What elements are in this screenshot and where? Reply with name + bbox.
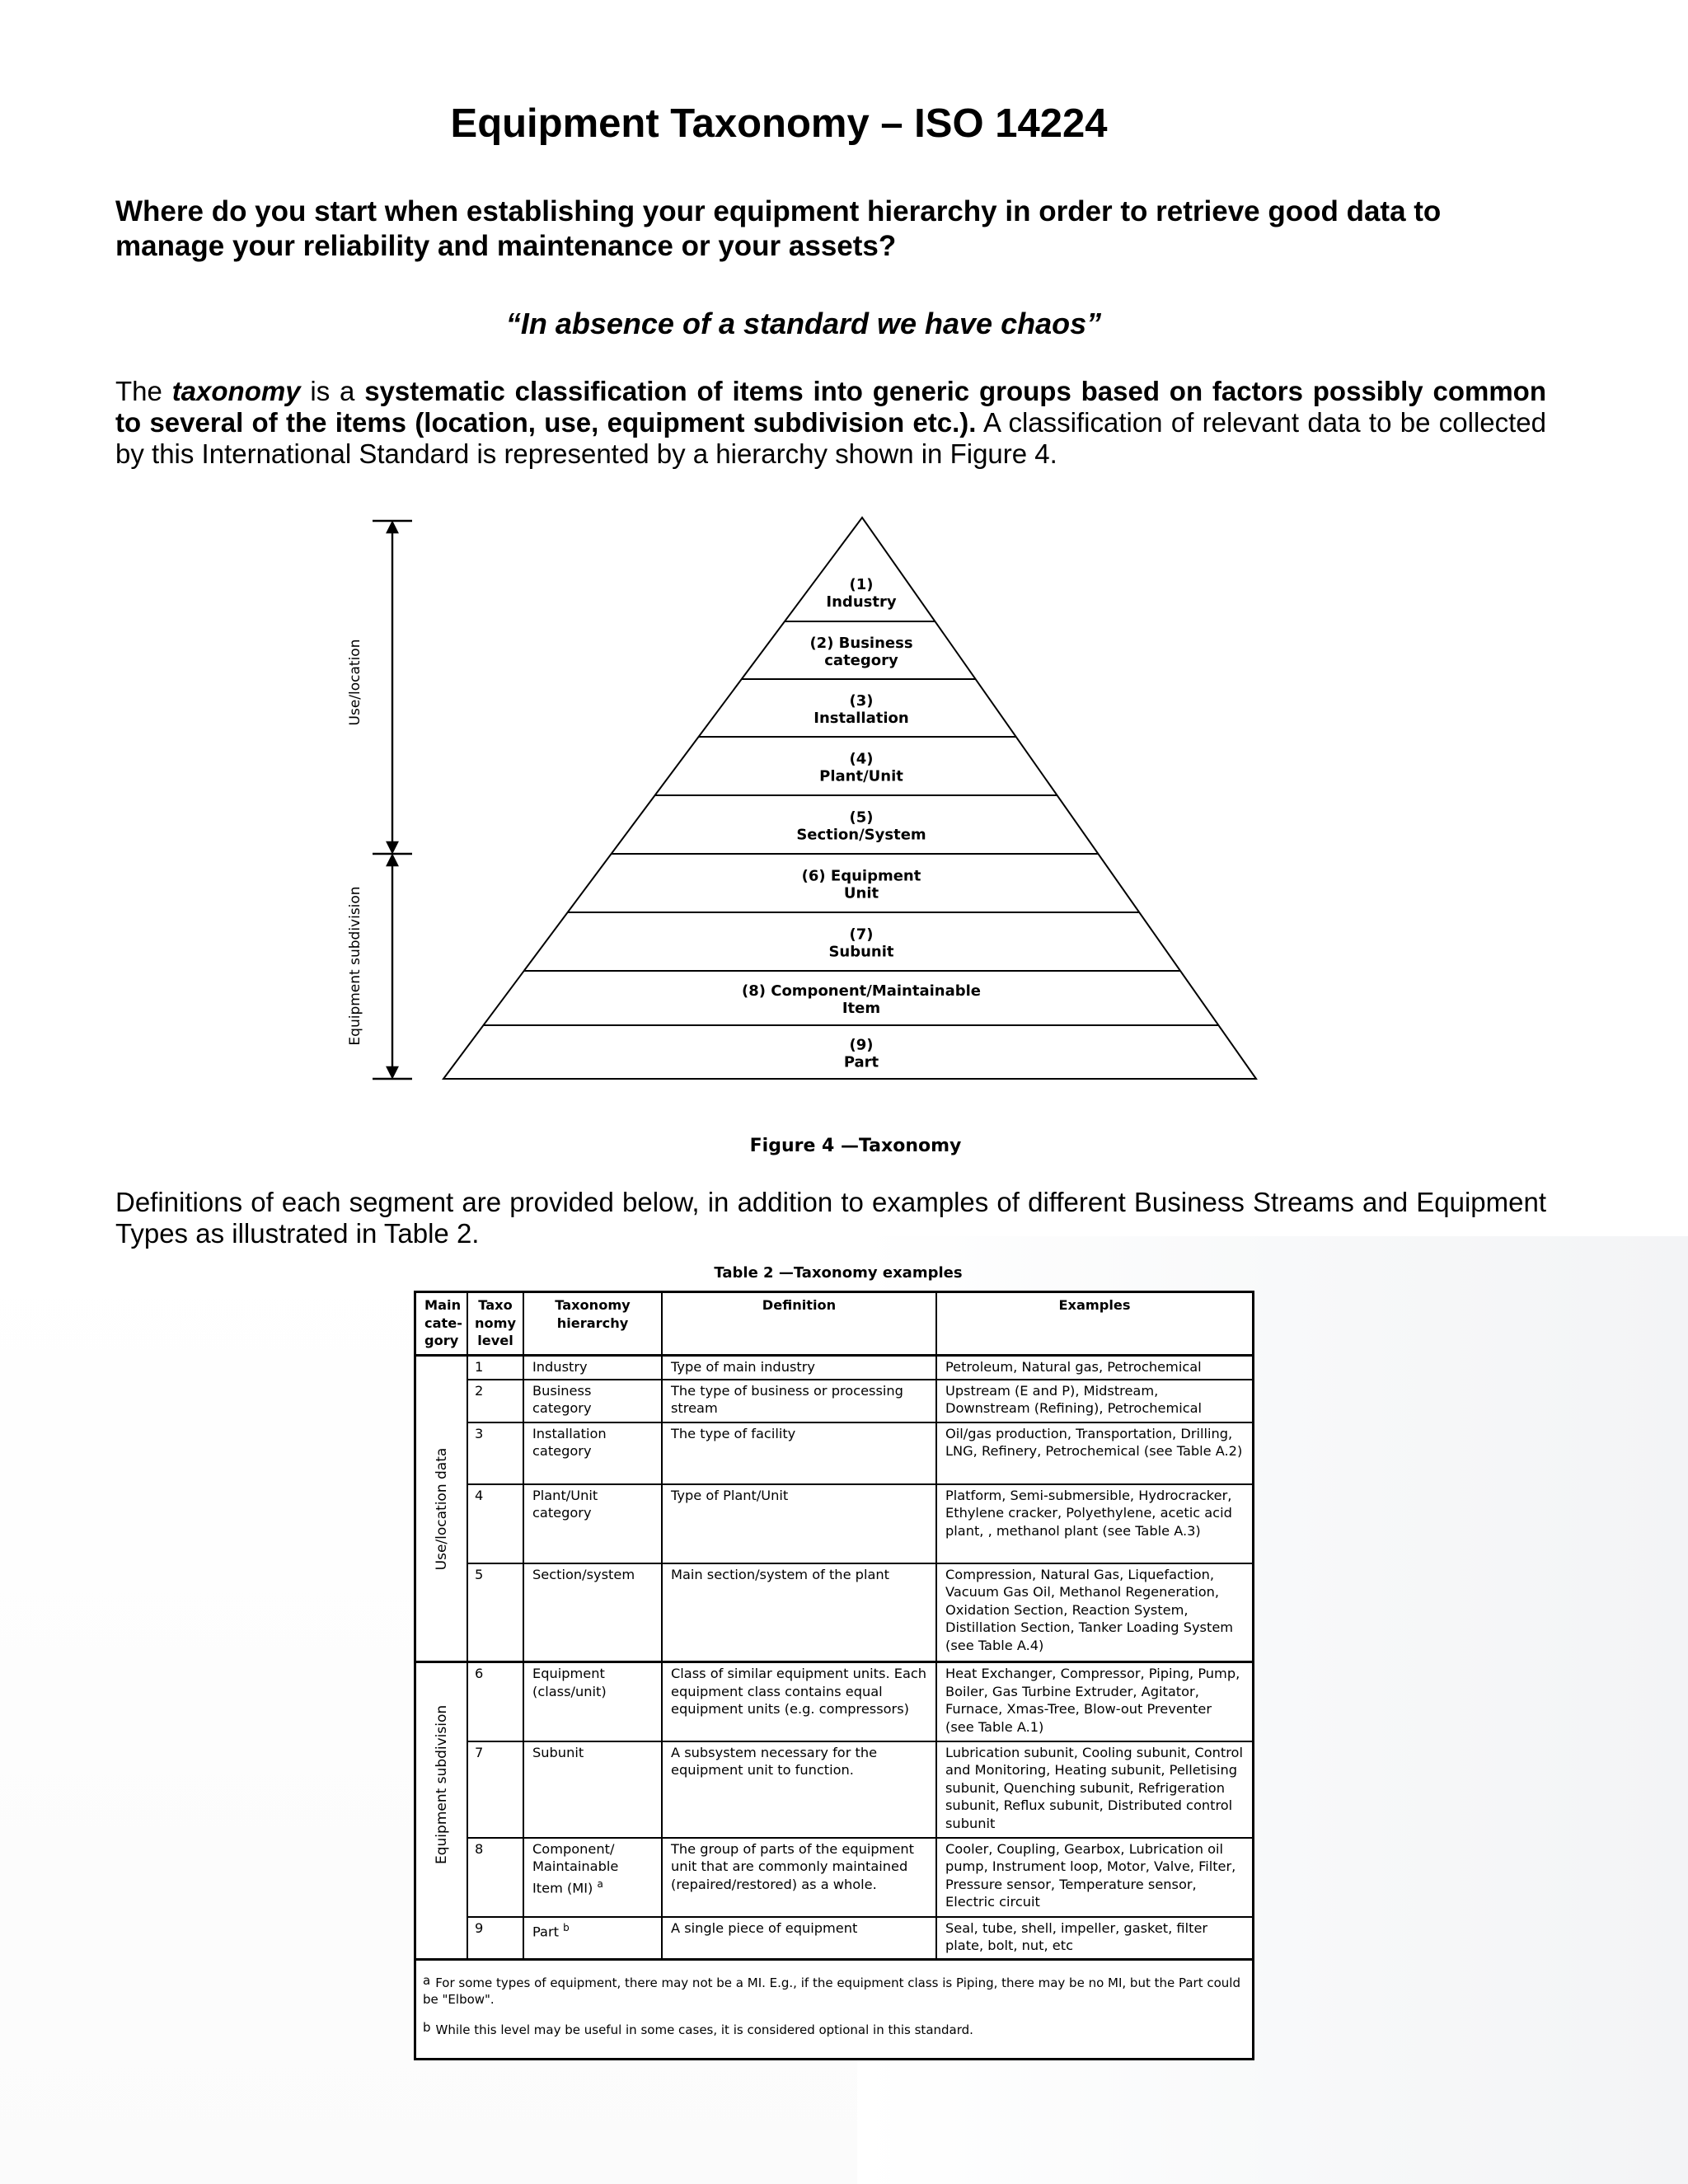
header-level: Taxo nomy level xyxy=(467,1293,523,1356)
definition-cell: Class of similar equipment units. Each equipment class contains equal equipment units (e.g. compressors) xyxy=(662,1662,936,1741)
level-cell: 7 xyxy=(467,1741,523,1838)
definitions-paragraph: Definitions of each segment are provided below, in addition to examples of different Business Streams and Equipment Types as illustrated in Table 2. xyxy=(115,1187,1546,1249)
arrow-head-mid-down xyxy=(387,855,397,865)
table-row xyxy=(416,1380,1252,1422)
examples-cell: Seal, tube, shell, impeller, gasket, filter plate, bolt, nut, etc xyxy=(936,1917,1252,1960)
table-row xyxy=(416,1917,1252,1960)
intro-text-2: is a xyxy=(300,376,365,406)
table-row xyxy=(416,1563,1252,1662)
axis-label-use-location: Use/location xyxy=(347,639,363,726)
definition-cell: The type of facility xyxy=(662,1422,936,1484)
examples-cell: Petroleum, Natural gas, Petrochemical xyxy=(936,1356,1252,1380)
page-title: Equipment Taxonomy – ISO 14224 xyxy=(450,101,1108,146)
level-cell: 5 xyxy=(467,1563,523,1662)
pyramid-level-label: (6) Equipment xyxy=(801,867,921,885)
note-text: While this level may be useful in some cases, it is considered optional in this standard. xyxy=(435,2022,973,2037)
hierarchy-text: Part xyxy=(532,1923,559,1939)
lead-question: Where do you start when establishing your equipment hierarchy in order to retrieve good data to manage your reliability and maintenance or your assets? xyxy=(115,195,1442,262)
pyramid-level-label: (4) xyxy=(849,750,874,768)
hierarchy-cell xyxy=(523,1917,662,1960)
pyramid-level-label: (5) xyxy=(849,808,874,827)
intro-text-1: The xyxy=(115,376,172,406)
hierarchy-text: Component/ Maintainable Item (MI) xyxy=(532,1840,619,1896)
examples-cell: Oil/gas production, Transportation, Drilling, LNG, Refinery, Petrochemical (see Table A.2) xyxy=(936,1422,1252,1484)
hierarchy-cell: Business category xyxy=(523,1380,662,1422)
taxonomy-pyramid-figure xyxy=(330,504,1286,1090)
table-row xyxy=(416,1484,1252,1563)
hierarchy-cell: Installation category xyxy=(523,1422,662,1484)
pyramid-level-label: (7) xyxy=(849,926,874,944)
group-label-use-location: Use/location data xyxy=(433,1447,450,1570)
header-definition: Definition xyxy=(662,1293,936,1356)
table-caption: Table 2 —Taxonomy examples xyxy=(714,1264,963,1282)
table-row xyxy=(416,1422,1252,1484)
hierarchy-cell: Equipment (class/unit) xyxy=(523,1662,662,1741)
definition-cell: Main section/system of the plant xyxy=(662,1563,936,1662)
level-cell: 6 xyxy=(467,1662,523,1741)
note-text: For some types of equipment, there may not be a MI. E.g., if the equipment class is Piping, there may be no MI, but the Part could be "Elbow". xyxy=(423,1975,1240,2007)
examples-cell: Cooler, Coupling, Gearbox, Lubrication oil pump, Instrument loop, Motor, Valve, Filter, Pressure sensor, Temperature sensor, Electric circuit xyxy=(936,1838,1252,1917)
footnote-mark: b xyxy=(563,1921,570,1933)
hierarchy-cell: Plant/Unit category xyxy=(523,1484,662,1563)
pyramid-level-label: (8) Component/Maintainable xyxy=(741,982,982,1000)
pyramid-level-label: (9) xyxy=(849,1036,874,1054)
level-cell: 8 xyxy=(467,1838,523,1917)
definition-cell: The type of business or processing stream xyxy=(662,1380,936,1422)
pyramid-level-label: Plant/Unit xyxy=(819,767,903,785)
header-examples: Examples xyxy=(936,1293,1252,1356)
level-cell: 4 xyxy=(467,1484,523,1563)
examples-cell: Compression, Natural Gas, Liquefaction, Vacuum Gas Oil, Methanol Regeneration, Oxidation Section, Reaction System, Distillation Section, Tanker Loading System (see Table A.4) xyxy=(936,1563,1252,1662)
arrow-head-top xyxy=(387,523,397,532)
pyramid-level-label: (1) xyxy=(849,576,874,593)
pyramid-level-label: Item xyxy=(842,1000,881,1017)
hierarchy-cell: Industry xyxy=(523,1356,662,1380)
note-mark: a xyxy=(423,1973,431,1988)
side-axis xyxy=(373,521,412,1079)
pyramid-level-label: Section/System xyxy=(796,826,926,844)
table-note xyxy=(423,1972,1245,2008)
group-label-equipment-subdivision-text: Equipment subdivision xyxy=(433,1704,450,1864)
taxonomy-table xyxy=(414,1291,1254,2060)
examples-cell: Platform, Semi-submersible, Hydrocracker, Ethylene cracker, Polyethylene, acetic acid plant, , methanol plant (see Table A.3) xyxy=(936,1484,1252,1563)
figure-caption: Figure 4 —Taxonomy xyxy=(749,1136,962,1156)
table-header-row xyxy=(416,1293,1252,1356)
definition-cell: Type of Plant/Unit xyxy=(662,1484,936,1563)
definition-cell: The group of parts of the equipment unit that are commonly maintained (repaired/restored) as a whole. xyxy=(662,1838,936,1917)
pyramid-level-label: Part xyxy=(843,1053,879,1071)
definition-cell: A subsystem necessary for the equipment unit to function. xyxy=(662,1741,936,1838)
table-notes xyxy=(416,1961,1252,2038)
intro-term: taxonomy xyxy=(171,376,301,406)
group-use-location xyxy=(416,1356,467,1662)
intro-text-3: A classification of relevant data to be collected by this International Standard is represented by a hierarchy shown in Figure 4. xyxy=(115,407,1547,469)
header-main-category: Main cate- gory xyxy=(416,1293,467,1356)
note-mark: b xyxy=(423,2020,431,2035)
pyramid-level-label: Subunit xyxy=(828,943,894,961)
examples-cell: Upstream (E and P), Midstream, Downstream (Refining), Petrochemical xyxy=(936,1380,1252,1422)
level-cell: 1 xyxy=(467,1356,523,1380)
arrow-head-bottom xyxy=(387,1067,397,1077)
pyramid-level-label: Installation xyxy=(814,710,909,727)
pyramid-level-label: (2) Business xyxy=(809,635,913,652)
intro-definition: systematic classification of items into generic groups based on factors possibly common to several of the items (location, use, equipment subdivision etc.). xyxy=(115,376,1546,438)
pull-quote: “In absence of a standard we have chaos” xyxy=(505,307,1102,340)
hierarchy-cell: Subunit xyxy=(523,1741,662,1838)
table-row xyxy=(416,1741,1252,1838)
pyramid-level-label: Industry xyxy=(826,593,897,611)
definition-cell: A single piece of equipment xyxy=(662,1917,936,1960)
hierarchy-cell xyxy=(523,1838,662,1917)
footnote-mark: a xyxy=(597,1877,603,1890)
header-hierarchy: Taxonomy hierarchy xyxy=(523,1293,662,1356)
table-note xyxy=(423,2019,1245,2038)
table-row xyxy=(416,1356,1252,1380)
pyramid-level-label: category xyxy=(824,652,898,669)
level-cell: 2 xyxy=(467,1380,523,1422)
intro-paragraph xyxy=(115,376,1546,470)
group-equipment-subdivision xyxy=(416,1662,467,1960)
arrow-head-mid-up xyxy=(387,842,397,852)
group-label-equipment-subdivision xyxy=(433,1704,450,1864)
pyramid-level-label: (3) xyxy=(849,692,874,710)
taxonomy-table-grid xyxy=(416,1293,1252,1961)
hierarchy-cell: Section/system xyxy=(523,1563,662,1662)
examples-cell: Heat Exchanger, Compressor, Piping, Pump, Boiler, Gas Turbine Extruder, Agitator, Furnace, Xmas-Tree, Blow-out Preventer (see Table A.1) xyxy=(936,1662,1252,1741)
axis-label-equipment-subdivision: Equipment subdivision xyxy=(347,886,363,1046)
pyramid-level-label: Unit xyxy=(843,884,879,902)
table-row xyxy=(416,1662,1252,1741)
level-cell: 3 xyxy=(467,1422,523,1484)
definition-cell: Type of main industry xyxy=(662,1356,936,1380)
table-row xyxy=(416,1838,1252,1917)
level-cell: 9 xyxy=(467,1917,523,1960)
examples-cell: Lubrication subunit, Cooling subunit, Control and Monitoring, Heating subunit, Pelletising subunit, Quenching subunit, Refrigeration subunit, Reflux subunit, Distributed control subunit xyxy=(936,1741,1252,1838)
